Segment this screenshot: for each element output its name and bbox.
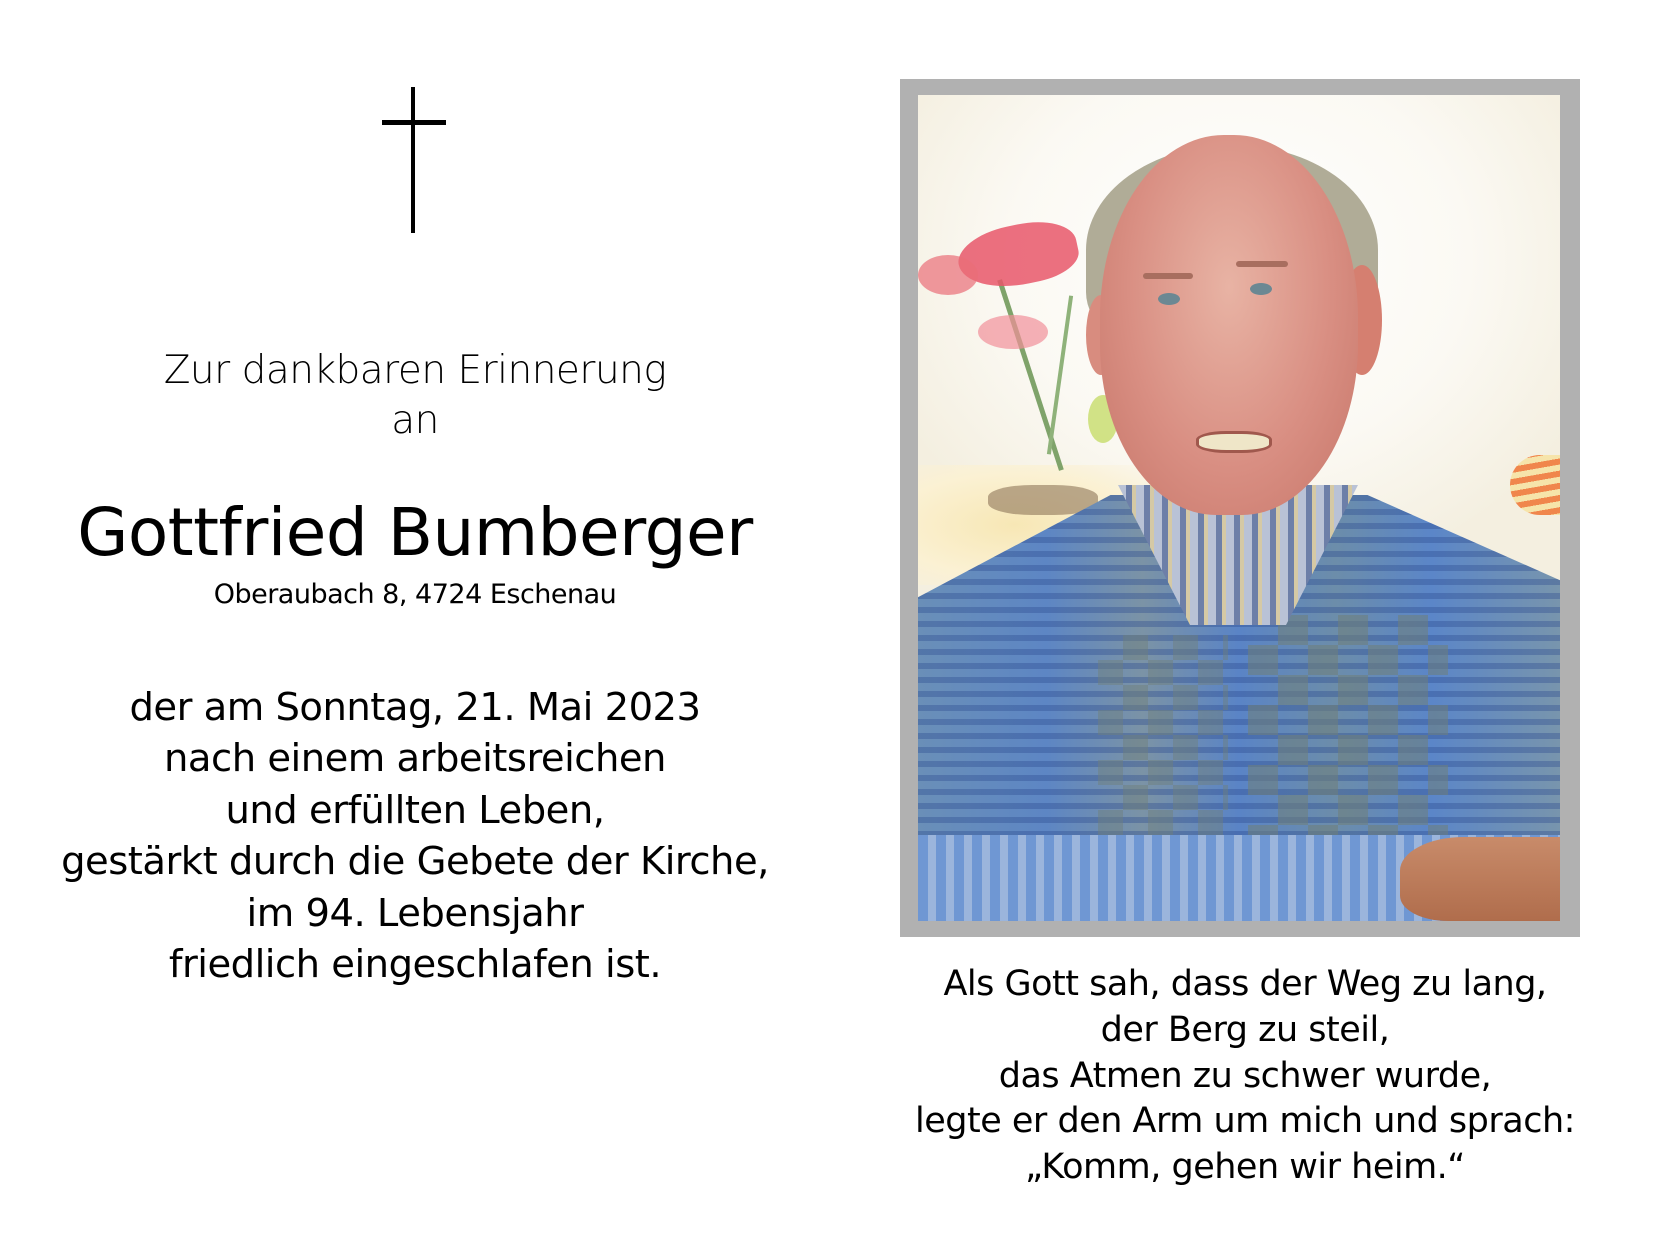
memorial-quote: [880, 962, 1610, 1191]
quote-line: der Berg zu steil,: [1100, 1009, 1390, 1050]
intro-line-2: an: [391, 398, 439, 443]
obituary-line: der am Sonntag, 21. Mai 2023: [129, 685, 701, 730]
quote-line: das Atmen zu schwer wurde,: [998, 1055, 1492, 1096]
obituary-line: nach einem arbeitsreichen: [164, 736, 666, 782]
intro-line-1: Zur dankbaren Erinnerung: [163, 348, 667, 393]
obituary-text: [0, 682, 830, 990]
obituary-line: im 94. Lebensjahr: [246, 890, 584, 936]
deceased-name: Gottfried Bumberger: [77, 494, 753, 571]
quote-line: „Komm, gehen wir heim.“: [1025, 1147, 1465, 1188]
quote-line: Als Gott sah, dass der Weg zu lang,: [943, 964, 1547, 1004]
cross-icon: [382, 87, 446, 233]
cross-horizontal-bar: [382, 120, 446, 125]
deceased-name-block: [0, 494, 830, 572]
portrait-photo: [918, 95, 1560, 921]
photo-frame: [900, 79, 1580, 937]
obituary-line: und erfüllten Leben,: [225, 787, 605, 833]
quote-line: legte er den Arm um mich und sprach:: [915, 1101, 1575, 1142]
cross-vertical-bar: [411, 87, 415, 233]
deceased-address: Oberaubach 8, 4724 Eschenau: [213, 579, 617, 610]
obituary-line: gestärkt durch die Gebete der Kirche,: [61, 839, 769, 885]
obituary-line: friedlich eingeschlafen ist.: [168, 942, 662, 988]
deceased-address-block: [0, 578, 830, 612]
intro-text: [0, 346, 830, 446]
